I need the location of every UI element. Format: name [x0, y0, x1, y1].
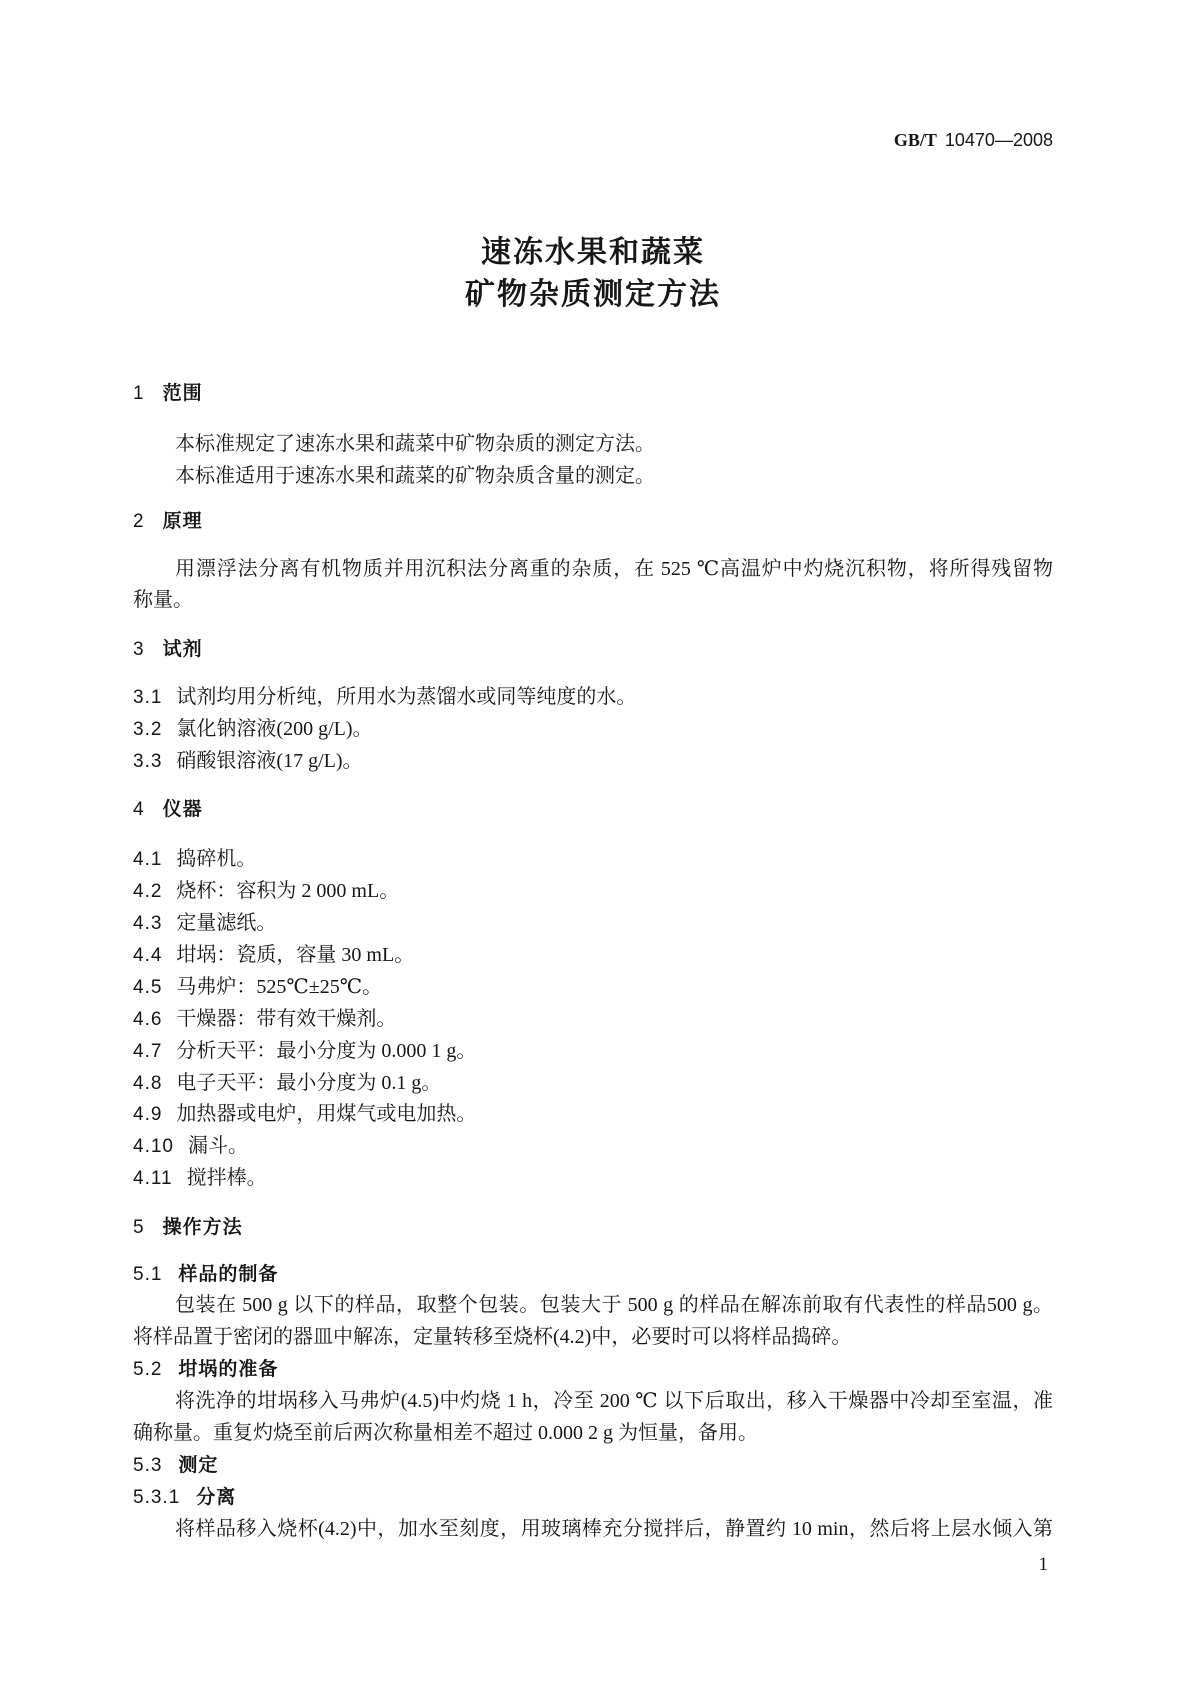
clause-5-2-paragraph-line-2: 确称量。重复灼烧至前后两次称量相差不超过 0.000 2 g 为恒量，备用。 [133, 1422, 758, 1444]
title-line-1: 速冻水果和蔬菜 [481, 236, 705, 269]
section-3-heading [133, 634, 1053, 666]
standard-number: 10470—2008 [944, 130, 1053, 150]
section-title: 范围 [162, 383, 203, 404]
clause-3-1 [133, 681, 1053, 713]
clause-number: 5.3 [133, 1455, 163, 1476]
section-4-heading [133, 794, 1053, 826]
clause-number: 4.11 [133, 1168, 173, 1189]
section-title: 操作方法 [162, 1217, 243, 1238]
section-1-paragraph-2: 本标准适用于速冻水果和蔬菜的矿物杂质含量的测定。 [175, 465, 655, 487]
clause-number: 4.5 [133, 977, 163, 998]
clause-text: 分析天平：最小分度为 0.000 1 g。 [176, 1040, 477, 1062]
section-2-heading [133, 506, 1053, 538]
clause-text: 试剂均用分析纯，所用水为蒸馏水或同等纯度的水。 [176, 686, 637, 708]
section-title: 试剂 [162, 639, 203, 660]
section-number: 5 [133, 1217, 144, 1238]
section-1-heading [133, 378, 1053, 410]
clause-text: 加热器或电炉，用煤气或电加热。 [176, 1103, 477, 1125]
clause-text: 捣碎机。 [176, 848, 257, 870]
section-5-heading [133, 1212, 1053, 1244]
clause-4-4 [133, 939, 1053, 971]
clause-number: 4.3 [133, 913, 163, 934]
clause-5-3-1-heading [133, 1481, 1053, 1513]
section-title: 仪器 [162, 799, 203, 820]
clause-5-3-1-paragraph-line-1: 将样品移入烧杯(4.2)中，加水至刻度，用玻璃棒充分搅拌后，静置约 10 min，然后将上层水倾入第 [175, 1518, 1053, 1540]
clause-number: 3.3 [133, 751, 163, 772]
clause-4-7 [133, 1035, 1053, 1067]
clause-5-2-heading [133, 1353, 1053, 1385]
section-1-paragraph-1: 本标准规定了速冻水果和蔬菜中矿物杂质的测定方法。 [175, 433, 655, 455]
clause-text: 电子天平：最小分度为 0.1 g。 [176, 1072, 442, 1094]
clause-title: 样品的制备 [178, 1264, 279, 1285]
clause-number: 4.1 [133, 849, 163, 870]
clause-4-10 [133, 1130, 1053, 1162]
clause-text: 坩埚：瓷质，容量 30 mL。 [176, 944, 415, 966]
clause-number: 4.9 [133, 1104, 163, 1125]
clause-title: 测定 [178, 1455, 219, 1476]
clause-3-3 [133, 745, 1053, 777]
section-number: 4 [133, 799, 144, 820]
clause-4-8 [133, 1067, 1053, 1099]
clause-text: 干燥器：带有效干燥剂。 [176, 1008, 397, 1030]
section-2-paragraph-line-1: 用漂浮法分离有机物质并用沉积法分离重的杂质，在 525 ℃高温炉中灼烧沉积物，将所得残留物 [175, 558, 1053, 580]
clause-title: 分离 [196, 1487, 237, 1508]
clause-text: 氯化钠溶液(200 g/L)。 [176, 718, 373, 740]
page-number: 1 [1038, 1554, 1048, 1575]
clause-number: 5.3.1 [133, 1487, 181, 1508]
clause-4-2 [133, 875, 1053, 907]
clause-number: 3.1 [133, 687, 163, 708]
section-number: 3 [133, 639, 144, 660]
title-line-2: 矿物杂质测定方法 [465, 278, 721, 311]
section-2-paragraph-line-2: 称量。 [133, 589, 193, 611]
clause-5-1-heading [133, 1258, 1053, 1290]
clause-number: 5.2 [133, 1359, 163, 1380]
clause-text: 马弗炉：525℃±25℃。 [176, 976, 383, 998]
standard-code [894, 124, 1053, 156]
clause-4-11 [133, 1162, 1053, 1194]
clause-text: 烧杯：容积为 2 000 mL。 [176, 880, 400, 902]
clause-4-3 [133, 907, 1053, 939]
clause-number: 4.7 [133, 1041, 163, 1062]
clause-number: 4.2 [133, 881, 163, 902]
section-number: 1 [133, 383, 144, 404]
clause-5-2-paragraph-line-1: 将洗净的坩埚移入马弗炉(4.5)中灼烧 1 h，冷至 200 ℃ 以下后取出，移入干燥器中冷却至室温，准 [175, 1390, 1053, 1412]
clause-text: 硝酸银溶液(17 g/L)。 [176, 750, 363, 772]
clause-title: 坩埚的准备 [178, 1359, 279, 1380]
clause-5-1-paragraph-line-1: 包装在 500 g 以下的样品，取整个包装。包装大于 500 g 的样品在解冻前取有代表性的样品500 g。 [175, 1294, 1053, 1316]
clause-4-1 [133, 843, 1053, 875]
clause-3-2 [133, 713, 1053, 745]
clause-4-6 [133, 1003, 1053, 1035]
standard-prefix: GB/T [893, 130, 937, 150]
clause-number: 4.6 [133, 1009, 163, 1030]
clause-text: 搅拌棒。 [186, 1167, 267, 1189]
clause-text: 定量滤纸。 [176, 912, 277, 934]
clause-text: 漏斗。 [187, 1135, 248, 1157]
clause-number: 5.1 [133, 1264, 163, 1285]
clause-number: 4.8 [133, 1073, 163, 1094]
section-number: 2 [133, 511, 144, 532]
clause-5-1-paragraph-line-2: 将样品置于密闭的器皿中解冻，定量转移至烧杯(4.2)中，必要时可以将样品捣碎。 [133, 1326, 852, 1348]
clause-number: 3.2 [133, 719, 163, 740]
clause-number: 4.10 [133, 1136, 174, 1157]
clause-4-5 [133, 971, 1053, 1003]
clause-number: 4.4 [133, 945, 163, 966]
clause-5-3-heading [133, 1449, 1053, 1481]
clause-4-9 [133, 1098, 1053, 1130]
section-title: 原理 [162, 511, 203, 532]
